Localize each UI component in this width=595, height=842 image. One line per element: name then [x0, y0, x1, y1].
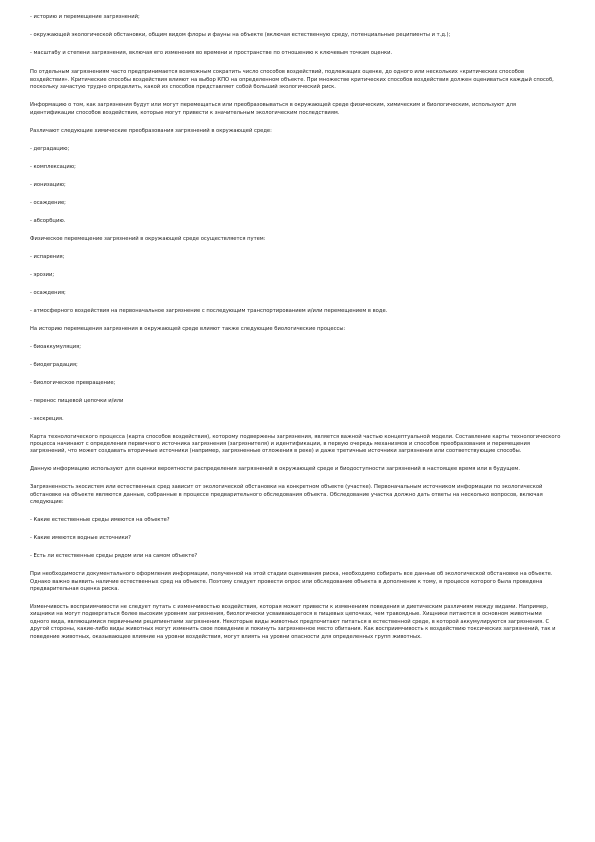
paragraph: На историю перемещения загрязнения в окружающей среде влияют также следующие биологические процессы: [30, 325, 346, 332]
list-item: - деградацию; [30, 145, 70, 152]
list-item: - ионизацию; [30, 181, 66, 188]
list-item: - осаждения; [30, 289, 66, 296]
list-item: - Какие имеются водные источники? [30, 535, 131, 542]
paragraph: Карта технологического процесса (карта способов воздействия), которому подвержены загрязнения, является важной частью концептуальной модели. Составление карты технологического процесса начинают с определения первичного источника загрязнения (загрязнителя) и идентификации, в первую очередь механизмов и способов преобразования и перемещения загрязнений, что может создавать вторичные источники (например, загрязненные отложения в реке) и даже третичные источники загрязнения или соответствующие способы. [30, 433, 561, 455]
paragraph: Различают следующие химические преобразования загрязнений в окружающей среде: [30, 127, 272, 134]
list-item: - историю и перемещение загрязнений; [30, 14, 140, 20]
list-item: - биоаккумуляция; [30, 343, 81, 350]
paragraph: При необходимости документального оформления информации, полученной на этой стадии оценивания риска, необходимо собирать все данные об экологической обстановке на объекте. Однако важно выявить наличие естественных сред на объекте. Поэтому следует провести опрос или обследование объекта в дополнение к тому, в процессе которого была проведена предварительная оценка риска. [30, 571, 553, 593]
list-item: - испарения; [30, 253, 65, 260]
list-item: - масштабу и степени загрязнения, включая его изменения во времени и пространстве по отношению к ключевым точкам оценки. [30, 50, 393, 56]
paragraph: Информацию о том, как загрязнения будут или могут перемещаться или преобразовываться в окружающей среде физическим, химическим и биологическим, используют для идентификации способов воздействия, которые могут привести к значительным экологическим последствиям. [30, 102, 517, 116]
paragraph: Физическое перемещение загрязнений в окружающей среде осуществляется путем: [30, 235, 266, 242]
list-item: - эрозии; [30, 271, 55, 278]
paragraph: Данную информацию используют для оценки вероятности распределения загрязнений в окружающей среде и биодоступности загрязнений в настоящее время или в будущем. [30, 466, 520, 473]
paragraph: Загрязненность экосистем или естественных сред зависит от экологической обстановки на конкретном объекте (участке). Первоначальным источником информации по экологической обстановке на объекте являются данные, собранные в процессе предварительного обследования объекта. Обследование участка должно дать ответы на несколько вопросов, включая следующие: [30, 484, 543, 506]
document-body [30, 14, 562, 652]
list-item: - биологическое превращение; [30, 379, 116, 386]
list-item: - атмосферного воздействия на первоначальное загрязнение с последующим транспортированием и/или перемещением в воде. [30, 307, 388, 314]
list-item: - перенос пищевой цепочки и/или [30, 397, 124, 404]
list-item: - комплексацию; [30, 163, 76, 170]
list-item: - биодеградация; [30, 361, 78, 368]
paragraph: Изменчивость восприимчивости не следует путать с изменчивостью воздействия, которая может привести к изменениям поведения и диетическим различиям между видами. Например, хищники на могут подвергаться более высоким уровням загрязнения, биологически усваивающегося в пищевых цепочках, чем травоядные. Хищники питаются в основном животными одного вида, являющимися первичными реципиентами загрязнения. Некоторые виды животных предпочитают питаться в естественной среде, в которой аккумулируются загрязнения. С другой стороны, какие-либо виды животных могут изменить свое поведение и покинуть загрязненное место обитания. Как восприимчивость к воздействию токсических загрязнений, так и поведение животных, оказывающее влияние на уровни воздействия, могут влиять на уровни опасности для определенных групп животных. [30, 604, 556, 640]
paragraph: По отдельным загрязнениям часто предпринимается возможным сократить число способов воздействий, подлежащих оценке, до одного или нескольких «критических способов воздействия». Критические способы воздействия влияют на выбор КПО на определенном объекте. При множестве критических способов воздействия должен оцениваться каждый способ, поскольку зачастую трудно определить, какой из способов представляет собой больший экологический риск. [30, 69, 554, 91]
list-item: - осаждение; [30, 199, 66, 206]
list-item: - Есть ли естественные среды рядом или на самом объекте? [30, 553, 198, 560]
list-item: - абсорбцию. [30, 217, 66, 224]
list-item: - Какие естественные среды имеются на объекте? [30, 517, 170, 524]
list-item: - окружающей экологической обстановки, общим видом флоры и фауны на объекте (включая естественную среду, потенциальные реципиенты и т.д.); [30, 32, 451, 38]
list-item: - экскреция. [30, 415, 64, 422]
